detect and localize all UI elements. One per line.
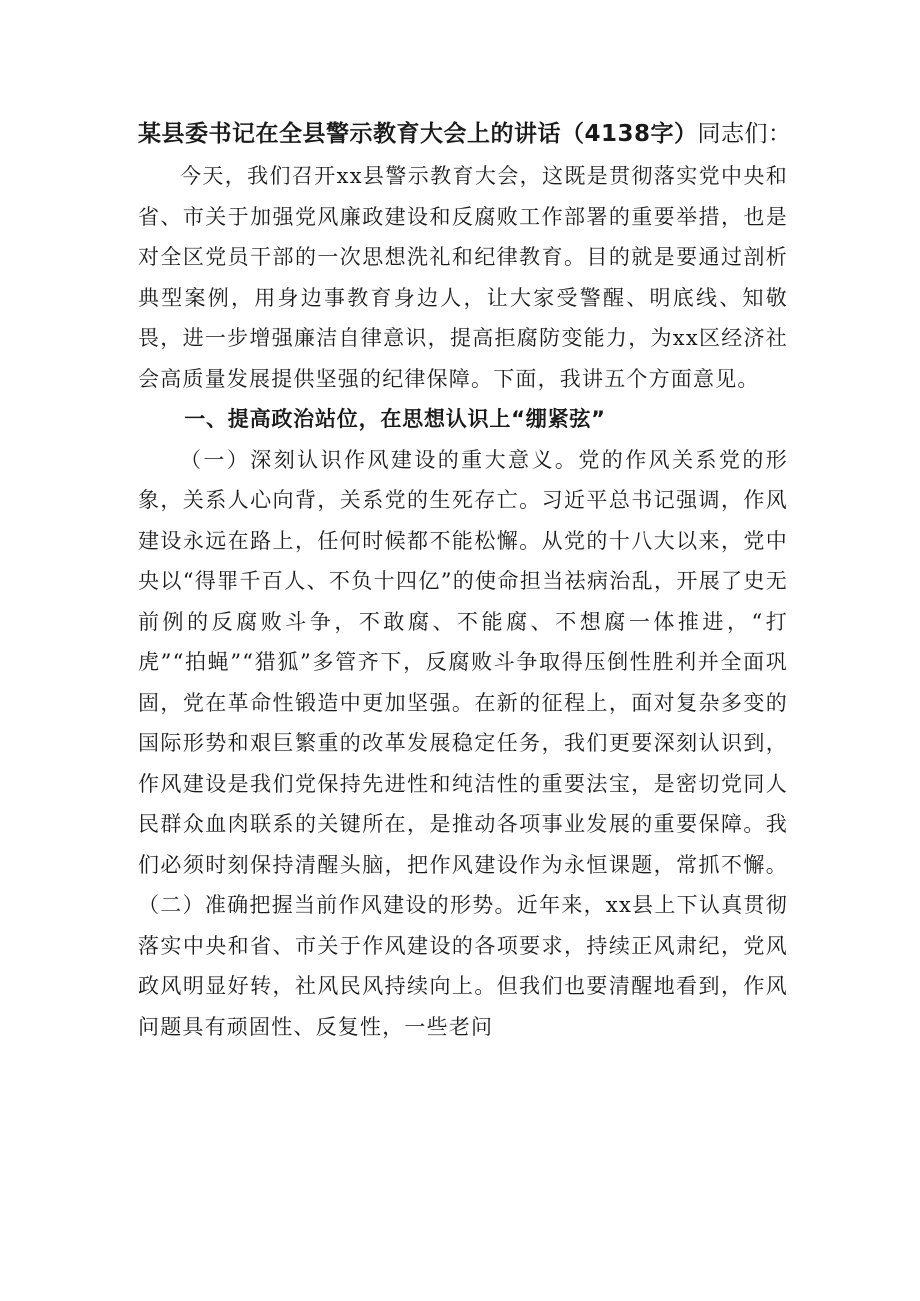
document-title: 某县委书记在全县警示教育大会上的讲话（4138字） — [138, 121, 698, 147]
document-title-line — [138, 118, 838, 150]
section-heading: 一、提高政治站位，在思想认识上“绷紧弦” — [184, 407, 606, 431]
opening-paragraph: 今天，我们召开xx县警示教育大会，这既是贯彻落实党中央和省、市关于加强党风廉政建设和反腐败工作部署的重要举措，也是对全区党员干部的一次思想洗礼和纪律教育。目的就是要通过剖析典型案例，用身边事教育身边人，让大家受警醒、明底线、知敬畏，进一步增强廉洁自律意识，提高拒腐防变能力，为xx区经济社会高质量发展提供坚强的纪律保障。下面，我讲五个方面意见。 — [138, 164, 788, 391]
document-body — [138, 156, 788, 1047]
salutation: 同志们： — [697, 121, 792, 147]
section-paragraph: （一）深刻认识作风建设的重大意义。党的作风关系党的形象，关系人心向背，关系党的生死存亡。习近平总书记强调，作风建设永远在路上，任何时候都不能松懈。从党的十八大以来，党中央以“得罪千百人、不负十四亿”的使命担当祛病治乱，开展了史无前例的反腐败斗争，不敢腐、不能腐、不想腐一体推进，“打虎”“拍蝇”“猎狐”多管齐下，反腐败斗争取得压倒性胜利并全面巩固，党在革命性锻造中更加坚强。在新的征程上，面对复杂多变的国际形势和艰巨繁重的改革发展稳定任务，我们更要深刻认识到，作风建设是我们党保持先进性和纯洁性的重要法宝，是密切党同人民群众血肉联系的关键所在，是推动各项事业发展的重要保障。我们必须时刻保持清醒头脑，把作风建设作为永恒课题，常抓不懈。（二）准确把握当前作风建设的形势。近年来，xx县上下认真贯彻落实中央和省、市关于作风建设的各项要求，持续正风肃纪，党风政风明显好转，社风民风持续向上。但我们也要清醒地看到，作风问题具有顽固性、反复性，一些老问 — [138, 447, 788, 1039]
